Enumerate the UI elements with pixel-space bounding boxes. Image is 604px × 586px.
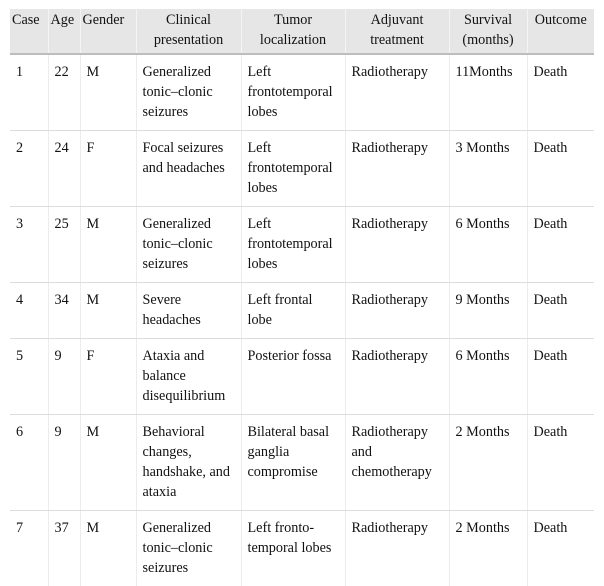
- cell-clinical-presentation: Severe headaches: [136, 283, 241, 339]
- cell-case: 7: [10, 511, 48, 586]
- cell-case: 5: [10, 339, 48, 415]
- cell-outcome: Death: [527, 207, 594, 283]
- cell-gender: F: [80, 339, 136, 415]
- cell-gender: F: [80, 131, 136, 207]
- cell-outcome: Death: [527, 339, 594, 415]
- cell-tumor-localization: Posterior fossa: [241, 339, 345, 415]
- header-row: [10, 9, 594, 54]
- cell-adjuvant-treatment: Radiotherapy: [345, 339, 449, 415]
- cell-gender: M: [80, 511, 136, 586]
- cell-case: 6: [10, 415, 48, 511]
- cell-tumor-localization: Left frontotemporal lobes: [241, 131, 345, 207]
- cell-age: 25: [48, 207, 80, 283]
- cell-outcome: Death: [527, 54, 594, 131]
- cell-adjuvant-treatment: Radiotherapy and chemotherapy: [345, 415, 449, 511]
- cell-survival: 6 Months: [449, 207, 527, 283]
- cell-gender: M: [80, 54, 136, 131]
- case-table: [10, 9, 594, 586]
- cell-tumor-localization: Left fronto-temporal lobes: [241, 511, 345, 586]
- cell-gender: M: [80, 207, 136, 283]
- table-row: [10, 283, 594, 339]
- cell-adjuvant-treatment: Radiotherapy: [345, 131, 449, 207]
- cell-tumor-localization: Left frontal lobe: [241, 283, 345, 339]
- header-adjuvant-treatment: Adjuvant treatment: [345, 9, 449, 54]
- cell-clinical-presentation: Generalized tonic–clonic seizures: [136, 511, 241, 586]
- cell-clinical-presentation: Generalized tonic–clonic seizures: [136, 207, 241, 283]
- cell-gender: M: [80, 283, 136, 339]
- cell-survival: 2 Months: [449, 511, 527, 586]
- cell-case: 1: [10, 54, 48, 131]
- cell-outcome: Death: [527, 283, 594, 339]
- cell-age: 24: [48, 131, 80, 207]
- cell-gender: M: [80, 415, 136, 511]
- cell-tumor-localization: Left frontotemporal lobes: [241, 207, 345, 283]
- cell-clinical-presentation: Ataxia and balance disequilibrium: [136, 339, 241, 415]
- table-row: [10, 415, 594, 511]
- cell-age: 9: [48, 339, 80, 415]
- header-gender: Gender: [80, 9, 136, 54]
- header-survival: Survival (months): [449, 9, 527, 54]
- header-outcome: Outcome: [527, 9, 594, 54]
- cell-clinical-presentation: Behavioral changes, handshake, and ataxia: [136, 415, 241, 511]
- cell-age: 37: [48, 511, 80, 586]
- cell-tumor-localization: Bilateral basal ganglia compromise: [241, 415, 345, 511]
- cell-case: 4: [10, 283, 48, 339]
- header-tumor-localization: Tumor localization: [241, 9, 345, 54]
- cell-adjuvant-treatment: Radiotherapy: [345, 511, 449, 586]
- cell-tumor-localization: Left frontotemporal lobes: [241, 54, 345, 131]
- cell-clinical-presentation: Generalized tonic–clonic seizures: [136, 54, 241, 131]
- cell-adjuvant-treatment: Radiotherapy: [345, 283, 449, 339]
- cell-survival: 3 Months: [449, 131, 527, 207]
- header-clinical-presentation: Clinical presentation: [136, 9, 241, 54]
- cell-age: 9: [48, 415, 80, 511]
- table-row: [10, 339, 594, 415]
- cell-case: 2: [10, 131, 48, 207]
- cell-adjuvant-treatment: Radiotherapy: [345, 207, 449, 283]
- cell-survival: 11Months: [449, 54, 527, 131]
- cell-adjuvant-treatment: Radiotherapy: [345, 54, 449, 131]
- cell-outcome: Death: [527, 511, 594, 586]
- cell-survival: 6 Months: [449, 339, 527, 415]
- cell-age: 22: [48, 54, 80, 131]
- table-row: [10, 207, 594, 283]
- cell-outcome: Death: [527, 131, 594, 207]
- cell-survival: 9 Months: [449, 283, 527, 339]
- cell-survival: 2 Months: [449, 415, 527, 511]
- table-row: [10, 511, 594, 586]
- header-case: Case: [10, 9, 48, 54]
- table-row: [10, 54, 594, 131]
- cell-age: 34: [48, 283, 80, 339]
- cell-clinical-presentation: Focal seizures and headaches: [136, 131, 241, 207]
- header-age: Age: [48, 9, 80, 54]
- cell-case: 3: [10, 207, 48, 283]
- table-row: [10, 131, 594, 207]
- cell-outcome: Death: [527, 415, 594, 511]
